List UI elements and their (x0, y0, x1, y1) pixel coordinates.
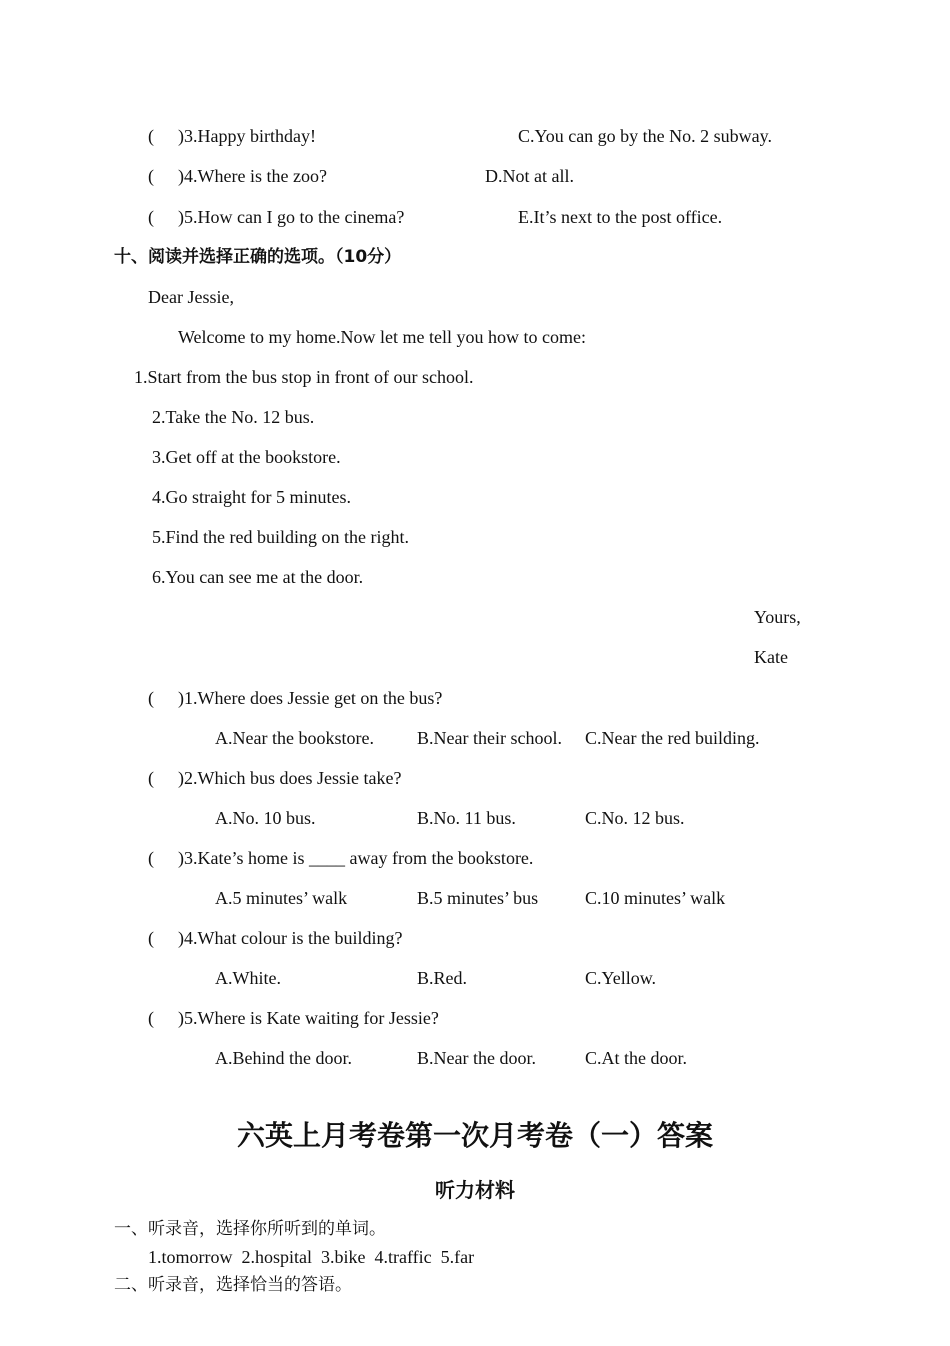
question-bracket: ( (148, 1008, 154, 1028)
question-bracket: ( (148, 848, 154, 868)
match-answer: D.Not at all. (485, 166, 574, 186)
question-text: )2.Which bus does Jessie take? (178, 768, 402, 788)
match-answer: E.It’s next to the post office. (518, 207, 723, 227)
option-c: C.Yellow. (585, 968, 657, 988)
option-a: A.5 minutes’ walk (215, 888, 348, 908)
part1-words: 1.tomorrow 2.hospital 3.bike 4.traffic 5.far (148, 1247, 475, 1267)
option-a: A.Near the bookstore. (215, 728, 374, 748)
part2-heading: 二、听录音，选择恰当的答语。 (114, 1275, 352, 1295)
option-b: B.Red. (417, 968, 468, 988)
match-question: )3.Happy birthday! (178, 126, 316, 146)
option-c: C.Near the red building. (585, 728, 760, 748)
match-bracket: ( (148, 166, 154, 186)
option-c: C.10 minutes’ walk (585, 888, 726, 908)
question-text: )1.Where does Jessie get on the bus? (178, 688, 443, 708)
part1-heading: 一、听录音，选择你所听到的单词。 (114, 1219, 386, 1239)
question-bracket: ( (148, 768, 154, 788)
letter-step: 2.Take the No. 12 bus. (152, 407, 315, 427)
answer-key-title: 六英上月考卷第一次月考卷（一）答案 (236, 1119, 713, 1152)
option-b: B.5 minutes’ bus (417, 888, 539, 908)
letter-step: 5.Find the red building on the right. (152, 527, 409, 547)
option-b: B.No. 11 bus. (417, 808, 516, 828)
letter-greeting: Dear Jessie, (148, 287, 234, 307)
letter-step: 3.Get off at the bookstore. (152, 447, 341, 467)
option-c: C.No. 12 bus. (585, 808, 685, 828)
question-text: )5.Where is Kate waiting for Jessie? (178, 1008, 439, 1028)
option-c: C.At the door. (585, 1048, 687, 1068)
option-a: A.Behind the door. (215, 1048, 352, 1068)
match-bracket: ( (148, 126, 154, 146)
question-text: )4.What colour is the building? (178, 928, 403, 948)
option-b: B.Near the door. (417, 1048, 536, 1068)
letter-closing: Yours, (754, 607, 801, 627)
letter-signature: Kate (754, 647, 788, 667)
question-bracket: ( (148, 928, 154, 948)
option-a: A.No. 10 bus. (215, 808, 316, 828)
question-text: )3.Kate’s home is ____ away from the bookstore. (178, 848, 534, 868)
match-question: )5.How can I go to the cinema? (178, 207, 405, 227)
match-answer: C.You can go by the No. 2 subway. (518, 126, 772, 146)
answer-key-subtitle: 听力材料 (435, 1178, 515, 1202)
question-bracket: ( (148, 688, 154, 708)
match-bracket: ( (148, 207, 154, 227)
section-heading: 十、阅读并选择正确的选项。（10分） (114, 247, 402, 267)
letter-step: 4.Go straight for 5 minutes. (152, 487, 351, 507)
letter-step: 6.You can see me at the door. (152, 567, 364, 587)
option-b: B.Near their school. (417, 728, 562, 748)
letter-intro: Welcome to my home.Now let me tell you how to come: (178, 327, 586, 347)
option-a: A.White. (215, 968, 281, 988)
match-question: )4.Where is the zoo? (178, 166, 327, 186)
letter-step: 1.Start from the bus stop in front of our school. (134, 367, 474, 387)
